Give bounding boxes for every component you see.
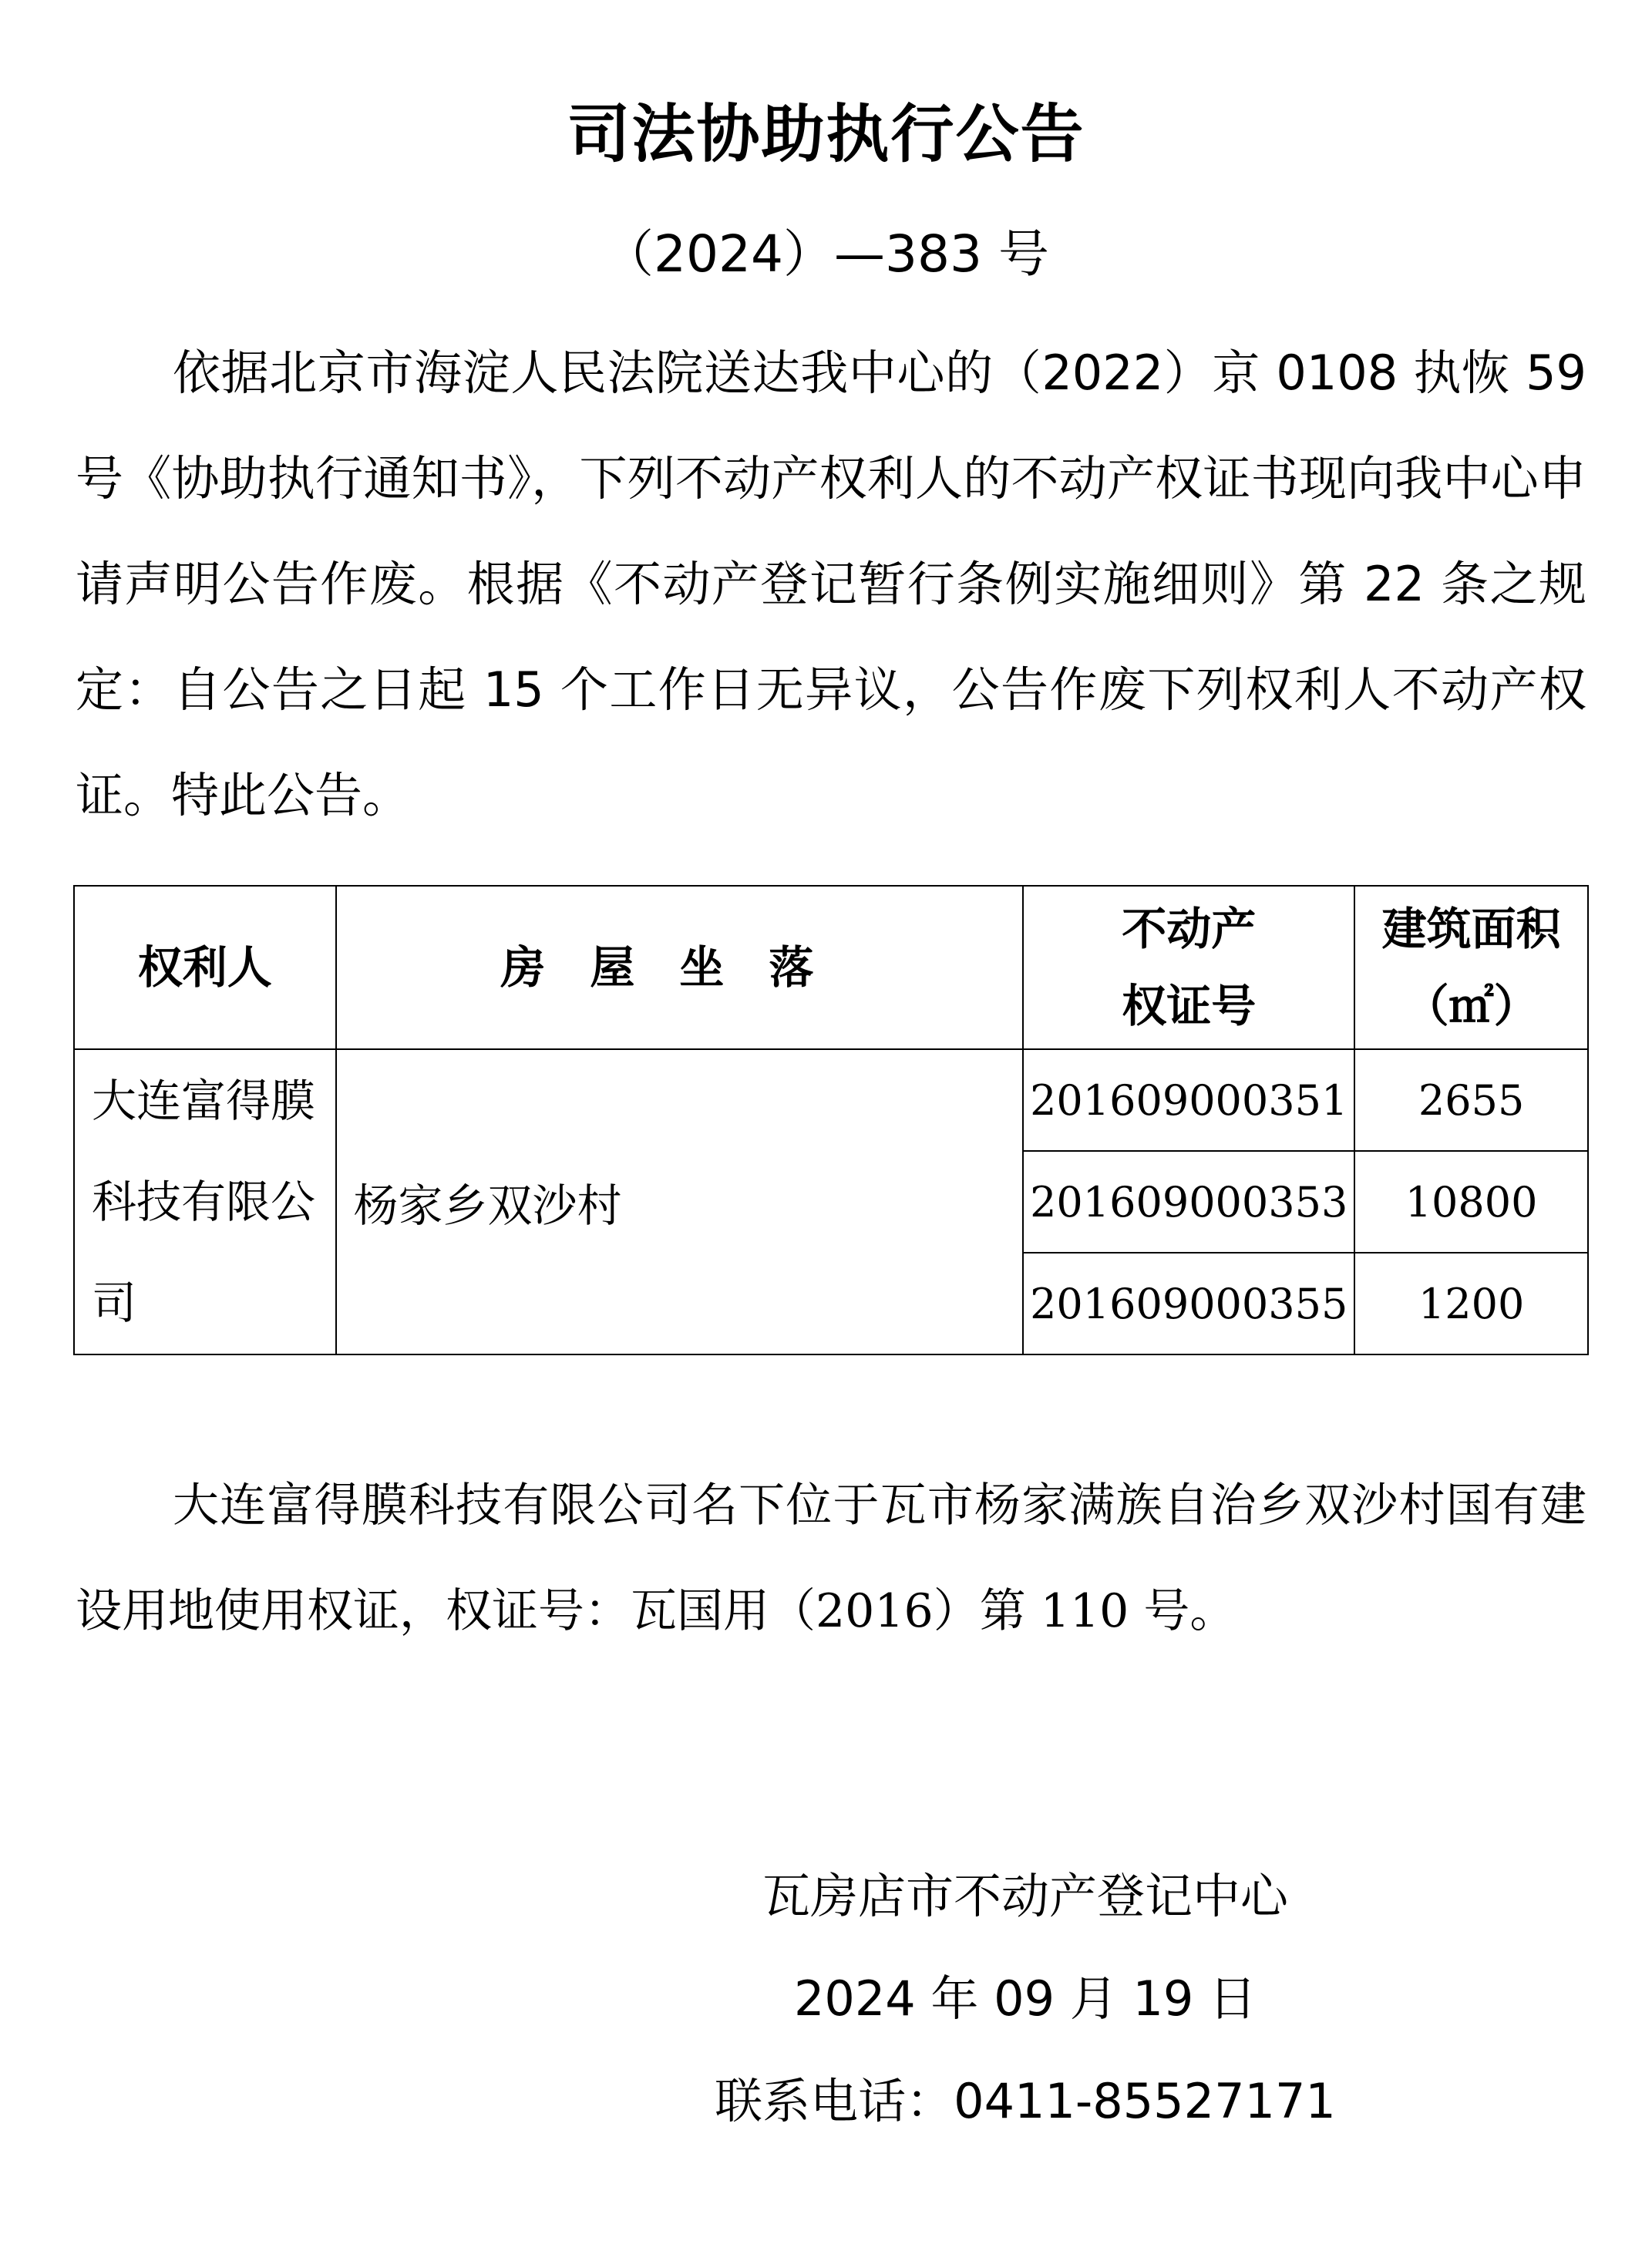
issue-date: 2024 年 09 月 19 日: [793, 1970, 1257, 2027]
notice-title: 司法协助执行公告: [567, 98, 1085, 171]
header-cert-line1: 不动产: [1122, 903, 1257, 955]
owner-cell: 大连富得膜科技有限公司: [74, 1049, 336, 1354]
contact-phone: 联系电话：0411-85527171: [715, 2073, 1336, 2129]
table-row: [74, 1049, 1588, 1151]
property-table: [73, 885, 1589, 1355]
table-header-row: [74, 886, 1588, 1049]
header-cert-number: [1023, 886, 1354, 1049]
cert-number-cell: 201609000351: [1023, 1049, 1354, 1151]
cert-number-cell: 201609000353: [1023, 1151, 1354, 1253]
header-location: [336, 886, 1024, 1049]
header-area: [1354, 886, 1588, 1049]
land-use-note: 大连富得膜科技有限公司名下位于瓦市杨家满族自治乡双沙村国有建设用地使用权证，权证号：瓦国用（2016）第 110 号。: [76, 1479, 1586, 1638]
location-cell: 杨家乡双沙村: [336, 1049, 1024, 1354]
cert-number-cell: 201609000355: [1023, 1253, 1354, 1354]
header-area-line2: （㎡）: [1404, 980, 1539, 1032]
header-owner: 权利人: [74, 886, 336, 1049]
notice-body: 依据北京市海淀人民法院送达我中心的（2022）京 0108 执恢 59 号《协助执行通知书》，下列不动产权利人的不动产权证书现向我中心申请声明公告作废。根据《不动产登记暂行条例实施细则》第 22 条之规定：自公告之日起 15 个工作日无异议，公告作废下列权利人不动产权证。特此公告。: [76, 345, 1586, 823]
issuing-organization: 瓦房店市不动产登记中心: [762, 1868, 1288, 1924]
header-area-line1: 建筑面积: [1381, 903, 1561, 955]
area-cell: 1200: [1354, 1253, 1588, 1354]
notice-number: （2024）—383 号: [603, 224, 1049, 284]
area-cell: 10800: [1354, 1151, 1588, 1253]
header-cert-line2: 权证号: [1122, 980, 1257, 1032]
header-location-label: 房屋坐落: [500, 941, 859, 994]
area-cell: 2655: [1354, 1049, 1588, 1151]
